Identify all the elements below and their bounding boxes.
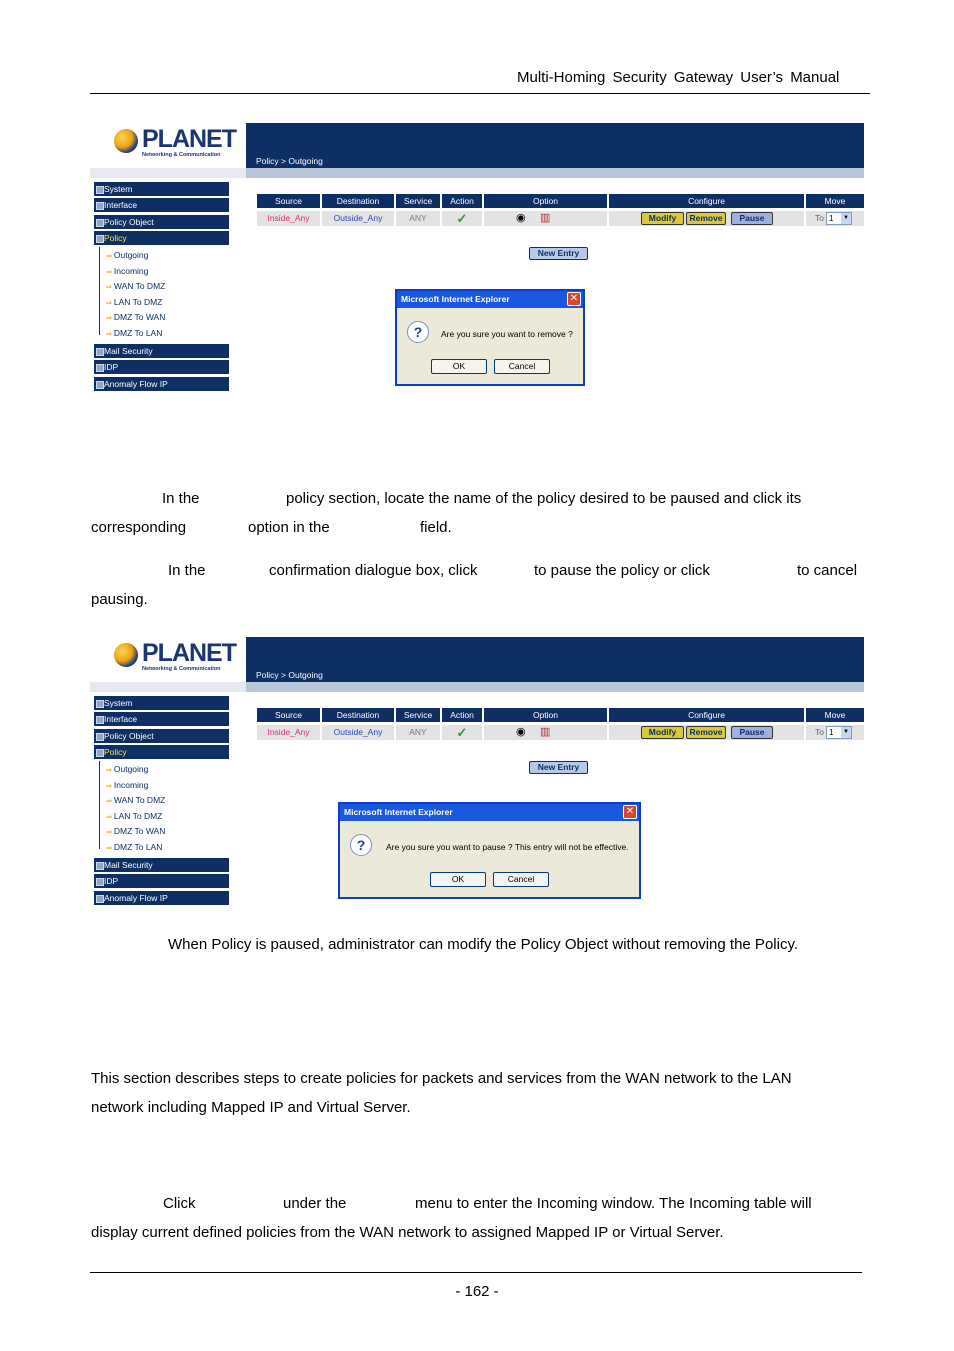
- pause-button[interactable]: Pause: [731, 212, 773, 225]
- menu-policy[interactable]: Policy: [94, 745, 229, 760]
- check-icon: ✓: [442, 725, 482, 740]
- menu-idp[interactable]: IDP: [94, 874, 229, 889]
- submenu-dmz-to-lan[interactable]: ⇒ DMZ To LAN: [106, 326, 162, 341]
- tree-line: [99, 761, 100, 849]
- divider: [90, 172, 246, 178]
- col-destination: Destination: [322, 708, 394, 722]
- modify-button[interactable]: Modify: [641, 726, 684, 739]
- submenu-outgoing[interactable]: ⇒ Outgoing: [106, 248, 148, 263]
- col-configure: Configure: [609, 194, 804, 208]
- pause-button[interactable]: Pause: [731, 726, 773, 739]
- footer-rule: [90, 1272, 862, 1273]
- eye-icon[interactable]: ◉: [516, 212, 526, 224]
- col-option: Option: [484, 708, 607, 722]
- paragraph-click-incoming: [91, 1189, 863, 1249]
- move-select[interactable]: [826, 726, 852, 739]
- submenu-lan-to-dmz[interactable]: ⇒ LAN To DMZ: [106, 295, 162, 310]
- submenu-wan-to-dmz[interactable]: ⇒ WAN To DMZ: [106, 793, 165, 808]
- p2-part: confirmation dialogue box, click: [269, 562, 478, 579]
- page-number: - 162 -: [455, 1283, 499, 1300]
- col-service: Service: [396, 708, 440, 722]
- question-icon: ?: [407, 321, 429, 343]
- p1-part: corresponding: [91, 519, 187, 536]
- submenu-outgoing[interactable]: ⇒ Outgoing: [106, 762, 148, 777]
- top-banner: [246, 637, 864, 682]
- paragraph-section-intro: [91, 1064, 863, 1124]
- move-value: 1: [829, 728, 834, 737]
- cell-destination: Outside_Any: [322, 211, 394, 226]
- cell-destination: Outside_Any: [322, 725, 394, 740]
- submenu-dmz-to-wan[interactable]: ⇒ DMZ To WAN: [106, 310, 165, 325]
- menu-system[interactable]: System: [94, 696, 229, 711]
- cell-option: [484, 211, 607, 226]
- col-action: Action: [442, 708, 482, 722]
- paragraph-confirm-pause: [91, 556, 863, 616]
- move-to-label: To: [806, 211, 864, 226]
- ok-button[interactable]: OK: [431, 359, 487, 374]
- col-option: Option: [484, 194, 607, 208]
- col-move: Move: [806, 194, 864, 208]
- cell-service: ANY: [396, 725, 440, 740]
- p1-part: policy section, locate the name of the policy desired to be paused and click its: [286, 490, 802, 507]
- remove-button[interactable]: Remove: [686, 726, 726, 739]
- confirm-dialog: [395, 289, 585, 386]
- menu-interface[interactable]: Interface: [94, 712, 229, 727]
- tree-line: [99, 247, 100, 335]
- divider: [90, 686, 246, 692]
- col-action: Action: [442, 194, 482, 208]
- dialog-message: Are you sure you want to remove ?: [441, 329, 573, 339]
- cell-service: ANY: [396, 211, 440, 226]
- cell-source: Inside_Any: [257, 211, 320, 226]
- p1-part: field.: [420, 519, 452, 536]
- menu-anomaly-flow-ip[interactable]: Anomaly Flow IP: [94, 891, 229, 906]
- p4-part: Click: [163, 1195, 196, 1212]
- chevron-down-icon: ▼: [841, 213, 851, 224]
- p1-part: In the: [162, 490, 200, 507]
- p3-line: This section describes steps to create policies for packets and services from the WAN network to the LAN: [91, 1070, 792, 1087]
- p4-part: menu to enter the Incoming window. The Incoming table will: [415, 1195, 812, 1212]
- p4-part: under the: [283, 1195, 347, 1212]
- screenshot-remove: [90, 123, 864, 395]
- col-move: Move: [806, 708, 864, 722]
- eye-icon[interactable]: ◉: [516, 726, 526, 738]
- dialog-title: Microsoft Internet Explorer: [397, 291, 583, 308]
- submenu-dmz-to-lan[interactable]: ⇒ DMZ To LAN: [106, 840, 162, 855]
- move-select[interactable]: [826, 212, 852, 225]
- new-entry-button[interactable]: New Entry: [529, 761, 588, 774]
- cancel-button[interactable]: Cancel: [493, 872, 549, 887]
- globe-icon: [114, 129, 138, 153]
- modify-button[interactable]: Modify: [641, 212, 684, 225]
- breadcrumb: Policy > Outgoing: [256, 156, 323, 166]
- question-icon: ?: [350, 834, 372, 856]
- remove-button[interactable]: Remove: [686, 212, 726, 225]
- menu-policy-object[interactable]: Policy Object: [94, 215, 229, 230]
- p2-part: to pause the policy or click: [534, 562, 710, 579]
- move-to-label: To: [806, 725, 864, 740]
- p2-part: pausing.: [91, 591, 148, 608]
- divider: [246, 682, 864, 692]
- submenu-dmz-to-wan[interactable]: ⇒ DMZ To WAN: [106, 824, 165, 839]
- menu-policy[interactable]: Policy: [94, 231, 229, 246]
- manual-title: Multi-Homing Security Gateway User’s Manual: [517, 69, 840, 86]
- brand-tagline: Networking & Communication: [142, 152, 221, 158]
- paragraph-locate-policy: [91, 484, 863, 544]
- close-icon[interactable]: ✕: [567, 292, 581, 306]
- col-service: Service: [396, 194, 440, 208]
- stats-icon[interactable]: ▥: [540, 726, 551, 738]
- divider: [246, 168, 864, 178]
- confirm-dialog: [338, 802, 641, 899]
- planet-logo: [90, 123, 246, 168]
- brand-tagline: Networking & Communication: [142, 666, 221, 672]
- menu-system[interactable]: System: [94, 182, 229, 197]
- breadcrumb: Policy > Outgoing: [256, 670, 323, 680]
- ok-button[interactable]: OK: [430, 872, 486, 887]
- check-icon: ✓: [442, 211, 482, 226]
- menu-mail-security[interactable]: Mail Security: [94, 344, 229, 359]
- pause-note: When Policy is paused, administrator can modify the Policy Object without removing the Policy.: [168, 936, 798, 953]
- col-source: Source: [257, 194, 320, 208]
- cancel-button[interactable]: Cancel: [494, 359, 550, 374]
- header-rule: [90, 93, 870, 94]
- move-value: 1: [829, 214, 834, 223]
- menu-policy-object[interactable]: Policy Object: [94, 729, 229, 744]
- screenshot-pause: [90, 637, 864, 909]
- chevron-down-icon: ▼: [841, 727, 851, 738]
- p4-part: display current defined policies from the WAN network to assigned Mapped IP or Virtual Server.: [91, 1224, 724, 1241]
- submenu-incoming[interactable]: ⇒ Incoming: [106, 778, 148, 793]
- dialog-message: Are you sure you want to pause ? This entry will not be effective.: [386, 842, 629, 852]
- submenu-wan-to-dmz[interactable]: ⇒ WAN To DMZ: [106, 279, 165, 294]
- close-icon[interactable]: ✕: [623, 805, 637, 819]
- globe-icon: [114, 643, 138, 667]
- top-banner: [246, 123, 864, 168]
- menu-anomaly-flow-ip[interactable]: Anomaly Flow IP: [94, 377, 229, 392]
- planet-logo: [90, 637, 246, 682]
- menu-idp[interactable]: IDP: [94, 360, 229, 375]
- col-destination: Destination: [322, 194, 394, 208]
- new-entry-button[interactable]: New Entry: [529, 247, 588, 260]
- cell-option: [484, 725, 607, 740]
- brand-name: PLANET: [142, 125, 236, 153]
- p2-part: In the: [168, 562, 206, 579]
- col-source: Source: [257, 708, 320, 722]
- p3-line: network including Mapped IP and Virtual Server.: [91, 1099, 411, 1116]
- stats-icon[interactable]: ▥: [540, 212, 551, 224]
- col-configure: Configure: [609, 708, 804, 722]
- submenu-incoming[interactable]: ⇒ Incoming: [106, 264, 148, 279]
- p2-part: to cancel: [797, 562, 858, 579]
- cell-source: Inside_Any: [257, 725, 320, 740]
- p1-part: option in the: [248, 519, 330, 536]
- brand-name: PLANET: [142, 639, 236, 667]
- dialog-title: Microsoft Internet Explorer: [340, 804, 639, 821]
- menu-interface[interactable]: Interface: [94, 198, 229, 213]
- menu-mail-security[interactable]: Mail Security: [94, 858, 229, 873]
- submenu-lan-to-dmz[interactable]: ⇒ LAN To DMZ: [106, 809, 162, 824]
